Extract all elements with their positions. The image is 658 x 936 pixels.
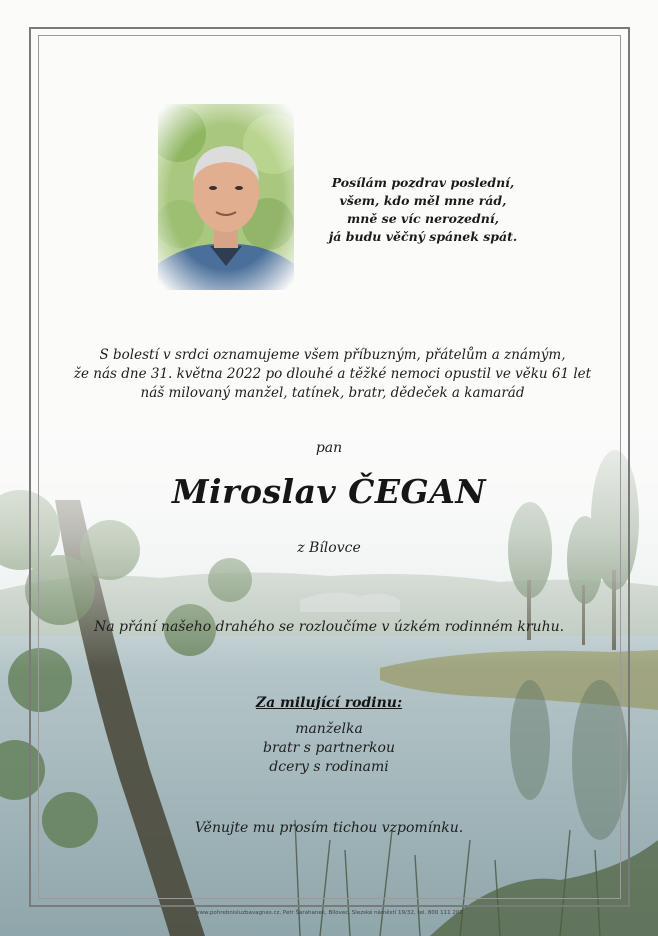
honorific: pan [315, 440, 343, 456]
announcement-line: náš milovaný manžel, tatínek, bratr, dědeček a kamarád [140, 385, 525, 401]
family-member: bratr s partnerkou [263, 740, 395, 756]
family-member: manželka [295, 721, 363, 737]
closing-line: Věnujte mu prosím tichou vzpomínku. [194, 820, 464, 836]
family-member: dcery s rodinami [269, 759, 389, 775]
funeral-wish: Na přání našeho drahého se rozloučíme v úzkém rodinném kruhu. [93, 619, 565, 635]
deceased-origin: z Bílovce [297, 540, 361, 556]
family-heading: Za milující rodinu: [255, 695, 403, 711]
family-members [0, 720, 658, 777]
poem-line: mně se víc nerozední, [347, 211, 499, 226]
poem-line: já budu věčný spánek spát. [328, 229, 518, 244]
poem-line: Posílám pozdrav poslední, [331, 175, 515, 190]
farewell-poem [320, 174, 526, 246]
funeral-service-footer: www.pohrebnisluzbavagnes.cz, Petr Šarahanek, Bílovec, Slezské náměstí 19/32, tel. 800 111 202 [195, 910, 463, 916]
deceased-name: Miroslav ČEGAN [172, 472, 486, 511]
announcement-line: že nás dne 31. května 2022 po dlouhé a těžké nemoci opustil ve věku 61 let [73, 366, 592, 382]
poem-line: všem, kdo měl mne rád, [339, 193, 507, 208]
announcement-text [60, 346, 605, 403]
announcement-line: S bolestí v srdci oznamujeme všem příbuzným, přátelům a známým, [99, 347, 566, 363]
portrait-photo [158, 104, 294, 290]
